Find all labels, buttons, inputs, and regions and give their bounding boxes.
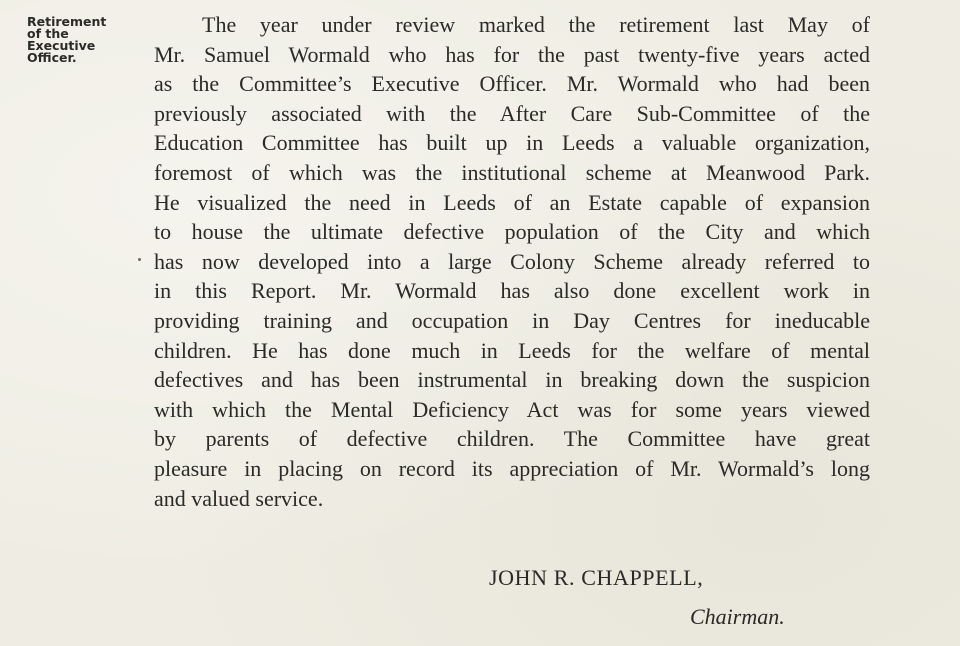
signature-name: JOHN R. CHAPPELL, bbox=[489, 565, 704, 590]
margin-note bbox=[27, 16, 137, 64]
paragraph-line: by parents of defective children. The Committee have great bbox=[154, 426, 870, 452]
margin-note-line: Officer. bbox=[27, 50, 77, 65]
paragraph-line: foremost of which was the institutional scheme at Meanwood Park. bbox=[154, 159, 870, 185]
paragraph-line: children. He has done much in Leeds for the welfare of mental bbox=[154, 337, 870, 363]
paragraph-line: defectives and has been instrumental in breaking down the suspicion bbox=[154, 367, 870, 393]
paragraph-line: has now developed into a large Colony Scheme already referred to bbox=[154, 248, 870, 274]
paragraph-line: and valued service. bbox=[154, 485, 324, 511]
paragraph-line: to house the ultimate defective population of the City and which bbox=[154, 219, 870, 245]
signature-role: Chairman. bbox=[690, 604, 785, 629]
paragraph-line: He visualized the need in Leeds of an Estate capable of expansion bbox=[154, 189, 870, 215]
paragraph-line: previously associated with the After Care Sub-Committee of the bbox=[154, 100, 870, 126]
paper-speck bbox=[138, 258, 141, 261]
paragraph-line: pleasure in placing on record its appreciation of Mr. Wormald’s long bbox=[154, 455, 870, 481]
paragraph-line: as the Committee’s Executive Officer. Mr. Wormald who had been bbox=[154, 71, 870, 97]
paragraph-line: in this Report. Mr. Wormald has also done excellent work in bbox=[154, 278, 870, 304]
paragraph-line: providing training and occupation in Day Centres for ineducable bbox=[154, 307, 870, 333]
paragraph-line: with which the Mental Deficiency Act was for some years viewed bbox=[154, 396, 870, 422]
paragraph-line: The year under review marked the retirement last May of bbox=[202, 12, 870, 37]
paragraph-line: Education Committee has built up in Leeds a valuable organization, bbox=[154, 130, 870, 156]
margin-note-line: of the bbox=[27, 26, 69, 41]
margin-note-line: Retirement bbox=[27, 14, 107, 29]
paragraph-line: Mr. Samuel Wormald who has for the past twenty-five years acted bbox=[154, 41, 870, 67]
margin-note-line: Executive bbox=[27, 38, 96, 53]
retirement-paragraph bbox=[154, 10, 870, 513]
